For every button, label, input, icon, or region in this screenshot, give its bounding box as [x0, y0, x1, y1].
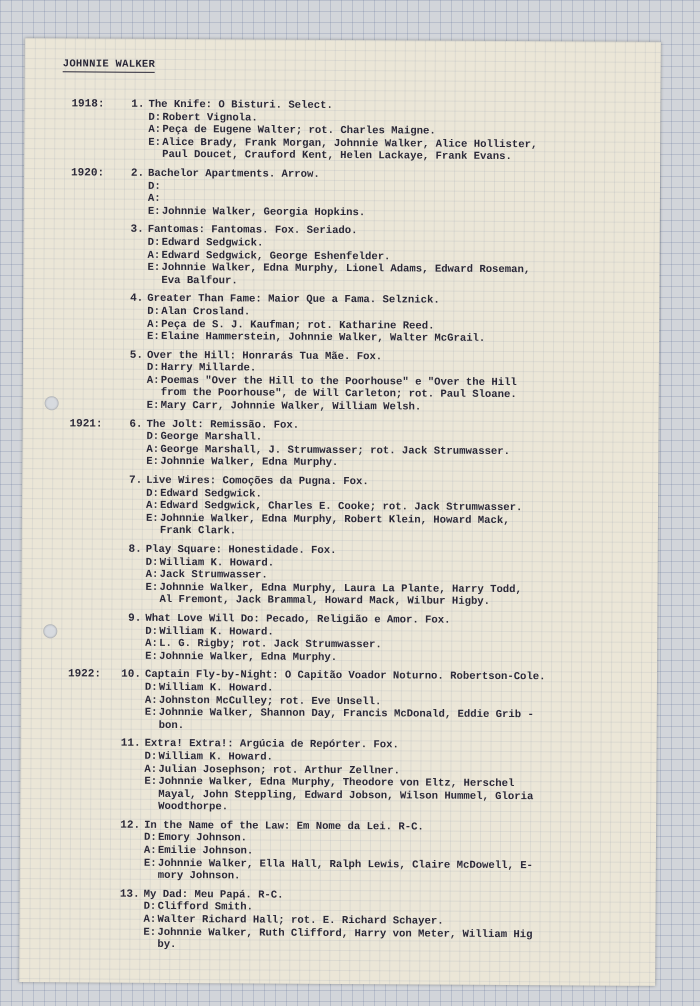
credit-line: Johnnie Walker, Georgia Hopkins. — [161, 205, 366, 219]
entry-number: 10. — [121, 669, 142, 682]
credit-line: Johnnie Walker, Shannon Day, Francis McDonald, Eddie Grib - — [158, 707, 534, 722]
credit-line: Johnnie Walker, Edna Murphy, Lionel Adams, Edward Roseman, — [161, 262, 531, 277]
credit-line: Johnnie Walker, Edna Murphy, Theodore von Eltz, Herschel — [158, 775, 515, 791]
entry-number: 4. — [130, 293, 144, 306]
credit-label: A: — [143, 913, 157, 926]
entry-number: 11. — [120, 737, 141, 751]
entry-number: 9. — [128, 612, 142, 625]
entry-number: 3. — [130, 224, 144, 237]
credit-label: D: — [147, 180, 161, 193]
credit-label: A: — [145, 637, 158, 651]
credit-label: E: — [147, 261, 161, 275]
credit-label: D: — [147, 305, 160, 318]
entry-year: 1920: — [71, 167, 105, 180]
credit-line: Alan Crosland. — [161, 305, 251, 319]
credit-label: D: — [144, 681, 158, 694]
credit-label: D: — [143, 901, 157, 914]
credit-label: A: — [146, 443, 160, 456]
film-entry — [20, 819, 656, 886]
entry-number: 12. — [120, 819, 141, 832]
cast-credit — [146, 513, 658, 541]
film-entry — [24, 167, 660, 221]
film-entry — [22, 474, 658, 541]
credit-label: A: — [143, 844, 157, 857]
film-entry — [23, 292, 659, 346]
credit-label: A: — [144, 763, 158, 776]
cast-credit — [145, 651, 657, 667]
credit-line: Edward Sedgwick, George Eshenfelder. — [161, 249, 391, 263]
credit-line: Johnnie Walker, Edna Murphy, Laura La Plante, Harry Todd, — [159, 581, 522, 596]
credit-line: Woodthorpe. — [158, 801, 229, 814]
credit-label: D: — [146, 431, 160, 444]
credit-line: by. — [157, 939, 177, 952]
film-title: Bachelor Apartments. Arrow. — [148, 167, 320, 181]
credit-label: A: — [146, 374, 160, 387]
film-entry — [24, 98, 660, 165]
credit-line: William K. Howard. — [158, 681, 274, 695]
entry-number: 6. — [129, 418, 143, 431]
entry-number: 2. — [130, 167, 145, 180]
credit-line: Edward Sedgwick. — [161, 236, 264, 250]
film-title: Greater Than Fame: Maior Que a Fama. Selznick. — [147, 293, 440, 307]
entry-year: 1921: — [69, 418, 103, 431]
credit-line: Paul Doucet, Crauford Kent, Helen Lackaye, Frank Evans. — [162, 149, 512, 164]
credit-line: Poemas "Over the Hill to the Poorhouse" e "Over the Hill — [160, 374, 517, 389]
credit-line: Walter Richard Hall; rot. E. Richard Schayer. — [157, 913, 444, 928]
credit-line: Clifford Smith. — [157, 901, 253, 914]
credit-line: Johnnie Walker, Edna Murphy. — [160, 456, 339, 470]
credit-label: E: — [143, 926, 157, 939]
typewritten-page — [19, 38, 661, 986]
credit-line: William K. Howard. — [159, 556, 275, 570]
credit-line: Edward Sedgwick. — [160, 487, 262, 501]
cast-credit — [147, 262, 659, 290]
credit-label: E: — [145, 512, 159, 525]
film-title: Captain Fly-by-Night: O Capitão Voador Noturno. Robertson-Cole. — [144, 669, 546, 684]
credit-label: E: — [147, 330, 160, 343]
credit-line: Johnnie Walker, Edna Murphy, Robert Klein, Howard Mack, — [159, 512, 510, 527]
film-title: The Jolt: Remissão. Fox. — [146, 418, 300, 432]
credit-line: mory Johnson. — [157, 870, 241, 883]
credit-label: A: — [147, 192, 161, 206]
film-entry — [23, 349, 659, 416]
author-credit — [147, 375, 659, 403]
credit-line: Robert Vignola. — [162, 111, 258, 125]
credit-line: George Marshall. — [160, 431, 263, 444]
credit-line: Johnnie Walker, Ruth Clifford, Harry von Meter, William Hig — [157, 926, 533, 941]
film-entry — [21, 543, 657, 610]
credit-label: A: — [145, 500, 159, 513]
credit-line: Frank Clark. — [159, 525, 237, 538]
credit-label: E: — [145, 650, 158, 663]
cast-credit — [148, 137, 660, 165]
credit-line: Jack Strumwasser. — [159, 569, 268, 582]
credit-line: George Marshall, J. Strumwasser; rot. Jack Strumwasser. — [160, 443, 511, 458]
credit-line: Mayal, John Steppling, Edward Jobson, Wilson Hummel, Gloria — [158, 788, 534, 803]
entry-number: 7. — [128, 474, 143, 487]
cast-credit — [144, 776, 656, 817]
film-title: Play Square: Honestidade. Fox. — [145, 543, 337, 557]
credit-label: E: — [148, 136, 162, 149]
credit-label: A: — [148, 124, 162, 137]
credit-line: Elaine Hammerstein, Johnnie Walker, Walter McGrail. — [161, 330, 486, 345]
credit-label: E: — [145, 581, 159, 594]
credit-label: D: — [143, 832, 157, 845]
credit-line: from the Poorhouse", de Will Carleton; rot. Paul Sloane. — [160, 387, 517, 402]
credit-line: Eva Balfour. — [161, 274, 238, 288]
credit-line: Emory Johnson. — [157, 832, 248, 845]
film-entry — [19, 888, 655, 955]
cast-credit — [144, 857, 656, 885]
credit-label: E: — [146, 456, 160, 469]
credit-label: D: — [145, 625, 159, 638]
film-title: What Love Will Do: Pecado, Religião e Amor. Fox. — [145, 612, 451, 627]
cast-credit — [147, 400, 659, 416]
credit-label: E: — [143, 857, 157, 870]
credit-label: D: — [145, 556, 159, 569]
credit-line: Emilie Johnson. — [157, 844, 254, 858]
credit-label: E: — [147, 205, 161, 218]
credit-line: Peça de Eugene Walter; rot. Charles Maigne. — [162, 124, 436, 138]
film-entry — [20, 737, 656, 816]
credit-line: Johnnie Walker, Ella Hall, Ralph Lewis, Claire McDowell, E- — [157, 857, 533, 872]
credit-label: A: — [147, 318, 160, 331]
film-title: Live Wires: Comoções da Pugna. Fox. — [146, 474, 369, 489]
entry-number: 13. — [119, 888, 140, 901]
entry-number: 5. — [129, 349, 143, 362]
credit-label: A: — [145, 569, 159, 582]
film-entry — [23, 223, 659, 290]
film-title: My Dad: Meu Papá. R-C. — [143, 888, 284, 902]
cast-credit — [143, 926, 655, 954]
credit-label: D: — [147, 236, 161, 249]
entry-number: 8. — [128, 543, 142, 556]
credit-label: A: — [147, 249, 161, 262]
credit-line: William K. Howard. — [158, 750, 273, 764]
page-header: JOHNNIE WALKER — [62, 58, 156, 71]
filmography-list — [19, 98, 660, 961]
credit-line: L. G. Rigby; rot. Jack Strumwasser. — [159, 638, 382, 652]
cast-credit — [145, 707, 657, 735]
entry-year: 1918: — [71, 98, 105, 111]
credit-label: E: — [146, 399, 160, 412]
credit-line: Julian Josephson; rot. Arthur Zellner. — [158, 763, 401, 777]
film-title: Fantomas: Fantomas. Fox. Seriado. — [147, 224, 358, 238]
credit-line: Edward Sedgwick, Charles E. Cooke; rot. Jack Strumwasser. — [159, 500, 523, 515]
credit-line: Al Fremont, Jack Brammal, Howard Mack, Wilbur Higby. — [159, 594, 491, 609]
credit-label: D: — [148, 111, 162, 124]
credit-label: D: — [146, 487, 159, 500]
credit-line: Peça de S. J. Kaufman; rot. Katharine Reed. — [161, 318, 435, 333]
credit-line: Alice Brady, Frank Morgan, Johnnie Walker, Alice Hollister, — [162, 136, 538, 151]
cast-credit — [146, 456, 658, 472]
film-entry — [21, 612, 657, 666]
credit-line: William K. Howard. — [159, 625, 274, 639]
credit-line: Mary Carr, Johnnie Walker, William Welsh. — [160, 399, 422, 414]
film-title: The Knife: O Bisturi. Select. — [148, 98, 333, 112]
film-entry — [21, 668, 657, 735]
entry-number: 1. — [131, 98, 145, 111]
credit-line: Johnston McCulley; rot. Eve Unsell. — [158, 694, 382, 708]
entry-year: 1922: — [67, 668, 102, 681]
credit-line: Johnnie Walker, Edna Murphy. — [159, 650, 338, 664]
cast-credit — [148, 206, 660, 222]
credit-label: A: — [144, 694, 158, 707]
credit-line: bon. — [158, 719, 185, 732]
film-entry — [22, 418, 658, 472]
film-title: Over the Hill: Honrarás Tua Mãe. Fox. — [146, 349, 383, 363]
credit-label: D: — [146, 362, 160, 375]
film-title: Extra! Extra!: Argúcia de Repórter. Fox. — [144, 738, 399, 752]
film-title: In the Name of the Law: Em Nome da Lei. R-C. — [144, 819, 424, 834]
credit-label: E: — [144, 706, 158, 720]
cast-credit — [147, 331, 659, 347]
credit-label: E: — [144, 775, 158, 788]
cast-credit — [145, 582, 657, 610]
credit-line: Harry Millarde. — [160, 362, 257, 375]
credit-label: D: — [144, 750, 158, 763]
